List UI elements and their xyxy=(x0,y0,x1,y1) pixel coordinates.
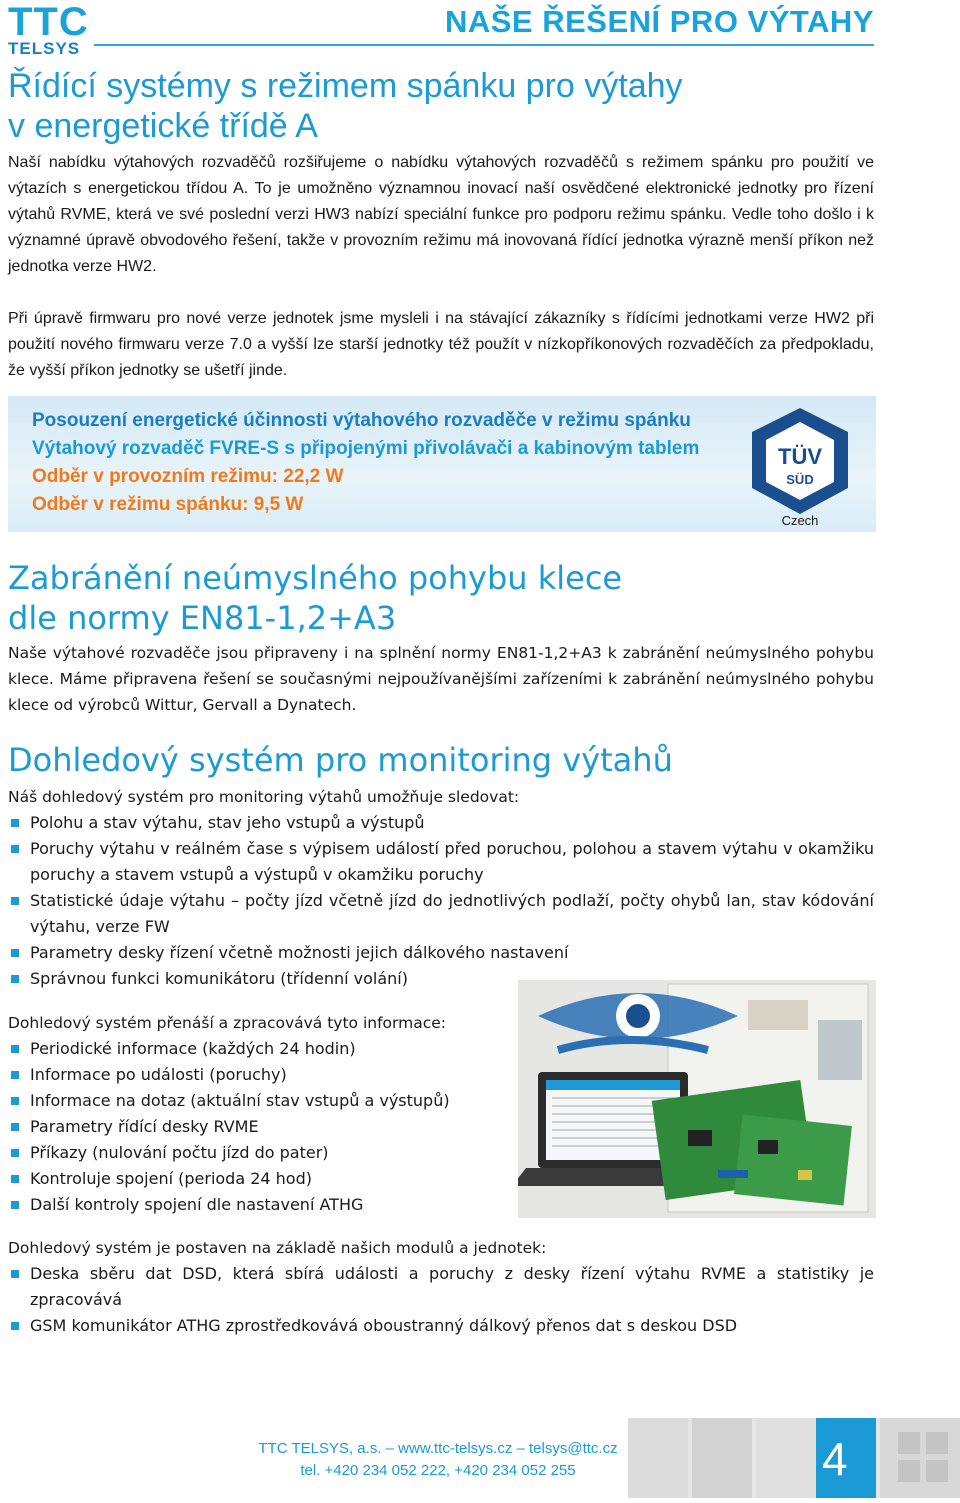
list-item: GSM komunikátor ATHG zprostředkovává oboustranný dálkový přenos dat s deskou DSD xyxy=(8,1313,874,1339)
list-item: Správnou funkci komunikátoru (třídenní volání) xyxy=(8,966,874,992)
paragraph-sleep-mode-2: Při úpravě firmwaru pro nové verze jednotek jsme mysleli i na stávající zákazníky s řídícími jednotkami verze HW2 při použití nového firmwaru verze 7.0 a vyšší lze starší jednotky též použít v nízkopříkonových rozvaděčích za předpokladu, že vyšší příkon jednotky se ušetří jinde. xyxy=(8,310,874,379)
header-title: NAŠE ŘEŠENÍ PRO VÝTAHY xyxy=(444,4,874,39)
list-item: Kontroluje spojení (perioda 24 hod) xyxy=(8,1166,508,1192)
monitoring-illustration xyxy=(518,980,876,1218)
footer-contact-line: TTC TELSYS, a.s. – www.ttc-telsys.cz – telsys@ttc.cz xyxy=(258,1440,618,1457)
list-item: Poruchy výtahu v reálném čase s výpisem událostí před poruchou, polohou a stavem výtahu v okamžiku poruchy a stavem vstupů a výstupů v okamžiku poruchy xyxy=(8,836,874,888)
paragraph-unintended-movement: Naše výtahové rozvaděče jsou připraveny i na splnění normy EN81-1,2+A3 k zabránění neúmyslného pohybu klece. Máme připravena řešení se současnými nejpoužívanějšími zařízeními k zabránění neúmyslného pohybu klece od výrobců Wittur, Gervall a Dynatech. xyxy=(8,644,874,714)
banner-line: Odběr v režimu spánku: 9,5 W xyxy=(32,494,304,515)
paragraph-sleep-mode-1: Naší nabídku výtahových rozvaděčů rozšiřujeme o nabídku výtahových rozvaděčů s režimem spánku pro použití ve výtazích s energetickou třídou A. To je umožněno významnou inovací naší osvědčené elektronické jednotky pro řízení výtahů RVME, která ve své poslední verzi HW3 nabízí speciální funkce pro podporu režimu spánku. Vedle toho došlo i k významné úpravě obvodového řešení, takže v provozním režimu má inovovaná řídící jednotka výrazně menší příkon než jednotka verze HW2. xyxy=(8,154,874,275)
energy-assessment-banner xyxy=(8,396,876,532)
section-title-monitoring: Dohledový systém pro monitoring výtahů xyxy=(8,741,673,779)
section-title-line: dle normy EN81-1,2+A3 xyxy=(8,599,397,637)
monitoring-intro-2: Dohledový systém přenáší a zpracovává tyto informace: xyxy=(8,1014,447,1032)
list-item: Deska sběru dat DSD, která sbírá události a poruchy z desky řízení výtahu RVME a statistiky je zpracovává xyxy=(8,1261,874,1313)
badge-bottom-text: Czech xyxy=(781,513,819,526)
tuv-sud-badge-icon xyxy=(744,404,856,526)
monitoring-list-2 xyxy=(8,1036,508,1218)
banner-line: Posouzení energetické účinnosti výtahového rozvaděče v režimu spánku xyxy=(32,410,691,431)
section-title-line: Řídící systémy s režimem spánku pro výtahy xyxy=(8,67,683,105)
list-item: Informace po události (poruchy) xyxy=(8,1062,508,1088)
list-item: Informace na dotaz (aktuální stav vstupů a výstupů) xyxy=(8,1088,508,1114)
footer-phone-line: tel. +420 234 052 222, +420 234 052 255 xyxy=(300,1462,576,1479)
badge-top-text: TÜV xyxy=(778,444,822,469)
monitoring-intro-3: Dohledový systém je postaven na základě našich modulů a jednotek: xyxy=(8,1239,547,1257)
list-item: Parametry řídící desky RVME xyxy=(8,1114,508,1140)
section-title-sleep-mode xyxy=(8,66,683,146)
monitoring-list-3 xyxy=(8,1261,874,1339)
list-item: Další kontroly spojení dle nastavení ATHG xyxy=(8,1192,508,1218)
page-number: 4 xyxy=(822,1433,848,1485)
list-item: Statistické údaje výtahu – počty jízd včetně jízd do jednotlivých podlaží, počty ohybů lan, stav kódování výtahu, verze FW xyxy=(8,888,874,940)
section-title-line: v energetické třídě A xyxy=(8,107,318,145)
logo-ttc: TTC xyxy=(8,0,89,44)
logo-telsys: TELSYS xyxy=(8,39,81,58)
banner-line: Odběr v provozním režimu: 22,2 W xyxy=(32,466,344,487)
header-divider xyxy=(94,44,874,46)
section-title-unintended-movement xyxy=(8,558,622,638)
badge-mid-text: SÜD xyxy=(786,472,814,487)
footer-pattern-icon xyxy=(628,1418,960,1498)
monitoring-intro-1: Náš dohledový systém pro monitoring výtahů umožňuje sledovat: xyxy=(8,788,520,806)
list-item: Periodické informace (každých 24 hodin) xyxy=(8,1036,508,1062)
list-item: Parametry desky řízení včetně možnosti jejich dálkového nastavení xyxy=(8,940,874,966)
section-title-line: Zabránění neúmyslného pohybu klece xyxy=(8,559,623,597)
banner-line: Výtahový rozvaděč FVRE-S s připojenými přivolávači a kabinovým tablem xyxy=(32,438,700,459)
monitoring-list-1 xyxy=(8,810,874,992)
list-item: Příkazy (nulování počtu jízd do pater) xyxy=(8,1140,508,1166)
list-item: Polohu a stav výtahu, stav jeho vstupů a výstupů xyxy=(8,810,874,836)
footer-decoration xyxy=(628,1418,960,1498)
company-logo xyxy=(8,2,92,56)
